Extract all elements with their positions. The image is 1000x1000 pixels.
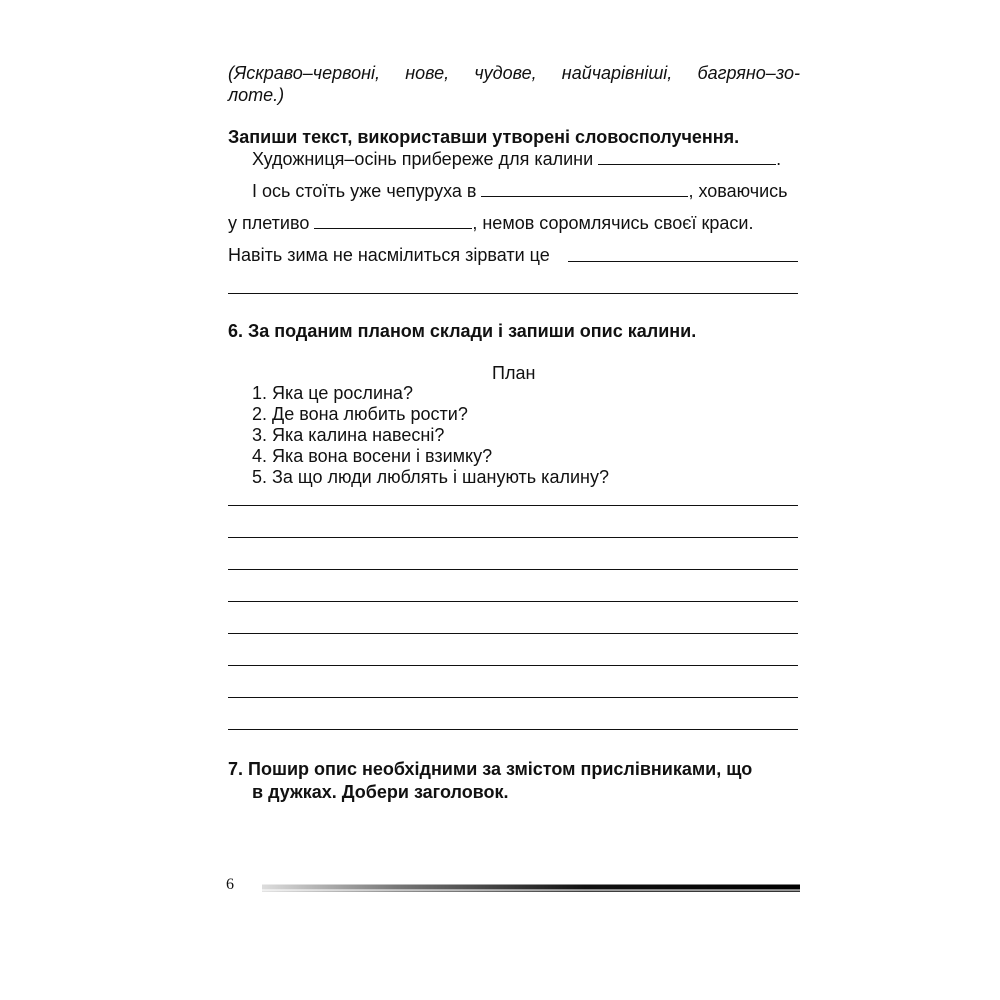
- task-6-heading: 6. За поданим планом склади і запиши опис калини.: [228, 321, 697, 341]
- sentence-1-end: .: [776, 149, 782, 169]
- sentence-4-text: Навіть зима не насмілиться зірвати це: [228, 245, 550, 265]
- answer-line-4[interactable]: [228, 601, 798, 602]
- answer-line-continuation[interactable]: [228, 293, 798, 294]
- blank-2[interactable]: [481, 180, 688, 197]
- plan-title: План: [492, 363, 536, 383]
- answer-line-1[interactable]: [228, 505, 798, 506]
- sentence-3-end: , немов соромлячись своєї краси.: [472, 213, 754, 233]
- answer-line-5[interactable]: [228, 633, 798, 634]
- sentence-3-text: у плетиво: [228, 213, 310, 233]
- task-7-heading-line-2: в дужках. Добери заголовок.: [252, 782, 509, 802]
- footer-decorative-bar: [262, 884, 800, 892]
- answer-line-6[interactable]: [228, 665, 798, 666]
- plan-item-4: 4. Яка вона восени і взимку?: [252, 446, 493, 466]
- sentence-3: [228, 212, 753, 234]
- sentence-2-end: , ховаючись: [688, 181, 788, 201]
- sentence-1-text: Художниця–осінь прибереже для калини: [252, 149, 594, 169]
- plan-item-3: 3. Яка калина навесні?: [252, 425, 445, 445]
- answer-line-7[interactable]: [228, 697, 798, 698]
- sentence-2: [252, 180, 788, 202]
- answer-line-3[interactable]: [228, 569, 798, 570]
- sentence-2-text: І ось стоїть уже чепуруха в: [252, 181, 477, 201]
- answer-line-2[interactable]: [228, 537, 798, 538]
- answer-line-8[interactable]: [228, 729, 798, 730]
- task-7-heading-line-1: 7. Пошир опис необхідними за змістом прислівниками, що: [228, 759, 753, 779]
- sentence-1: [252, 148, 781, 170]
- blank-3[interactable]: [314, 212, 472, 229]
- plan-item-5: 5. За що люди люблять і шанують калину?: [252, 467, 609, 487]
- plan-item-1: 1. Яка це рослина?: [252, 383, 413, 403]
- plan-item-2: 2. Де вона любить рости?: [252, 404, 468, 424]
- task-write-heading: Запиши текст, використавши утворені словосполучення.: [228, 127, 740, 147]
- word-list-line-1: (Яскраво–червоні, нове, чудове, найчарівніші, багряно–зо-: [228, 63, 800, 83]
- blank-1[interactable]: [598, 148, 776, 165]
- page-number: 6: [226, 876, 234, 893]
- sentence-4: [228, 244, 550, 266]
- word-list-line-2: лоте.): [228, 85, 285, 105]
- blank-4[interactable]: [568, 261, 798, 262]
